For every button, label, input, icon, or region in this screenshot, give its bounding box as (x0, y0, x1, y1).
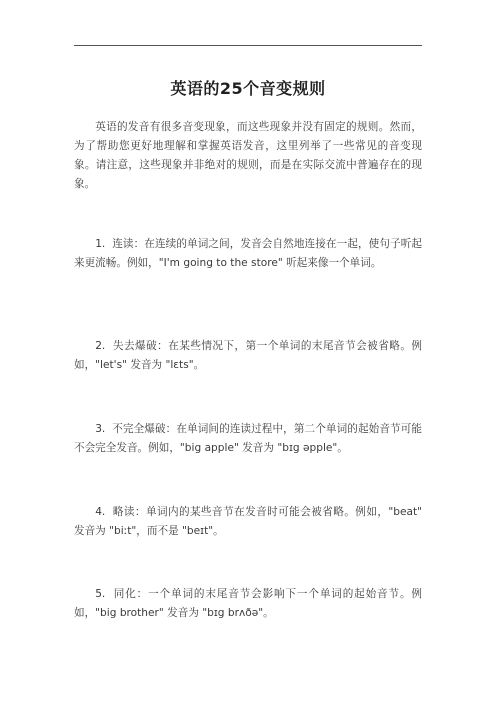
rule-item-text: 失去爆破：在某些情况下，第一个单词的末尾音节会被省略。例如，"let's" 发音为 "lɛts"。 (74, 340, 422, 371)
rule-item-text: 同化：一个单词的末尾音节会影响下一个单词的起始音节。例如，"big brother" 发音为 "bɪg brʌðə"。 (74, 588, 422, 619)
rule-item-text: 略读：单词内的某些音节在发音时可能会被省略。例如，"beat" 发音为 "biːt"，而不是 "beɪt"。 (74, 506, 422, 537)
rule-item-text: 不完全爆破：在单词间的连读过程中，第二个单词的起始音节可能不会完全发音。例如，"big apple" 发音为 "bɪg əpple"。 (74, 423, 422, 454)
document-body (74, 118, 422, 619)
rule-item-text: 连读：在连续的单词之间，发音会自然地连接在一起，使句子听起来更流畅。例如，"I'm going to the store" 听起来像一个单词。 (74, 238, 422, 269)
rule-item-1 (74, 235, 422, 273)
rule-item-number: 5. (95, 588, 106, 600)
rule-item-5 (74, 585, 422, 623)
rule-item-number: 2. (95, 340, 106, 352)
document-title: 英语的25个音变规则 (170, 79, 326, 98)
header-rule (74, 45, 422, 46)
intro-paragraph: 英语的发音有很多音变现象，而这些现象并没有固定的规则。然而，为了帮助您更好地理解和掌握英语发音，这里列举了一些常见的音变现象。请注意，这些现象并非绝对的规则，而是在实际交流中普遍存在的现象。 (74, 121, 422, 190)
rule-item-2 (74, 337, 422, 375)
rule-item-4 (74, 503, 422, 541)
rule-item-3 (74, 420, 422, 458)
rule-item-number: 4. (95, 506, 106, 518)
rule-item-number: 3. (95, 423, 106, 435)
rule-item-number: 1. (95, 238, 106, 250)
